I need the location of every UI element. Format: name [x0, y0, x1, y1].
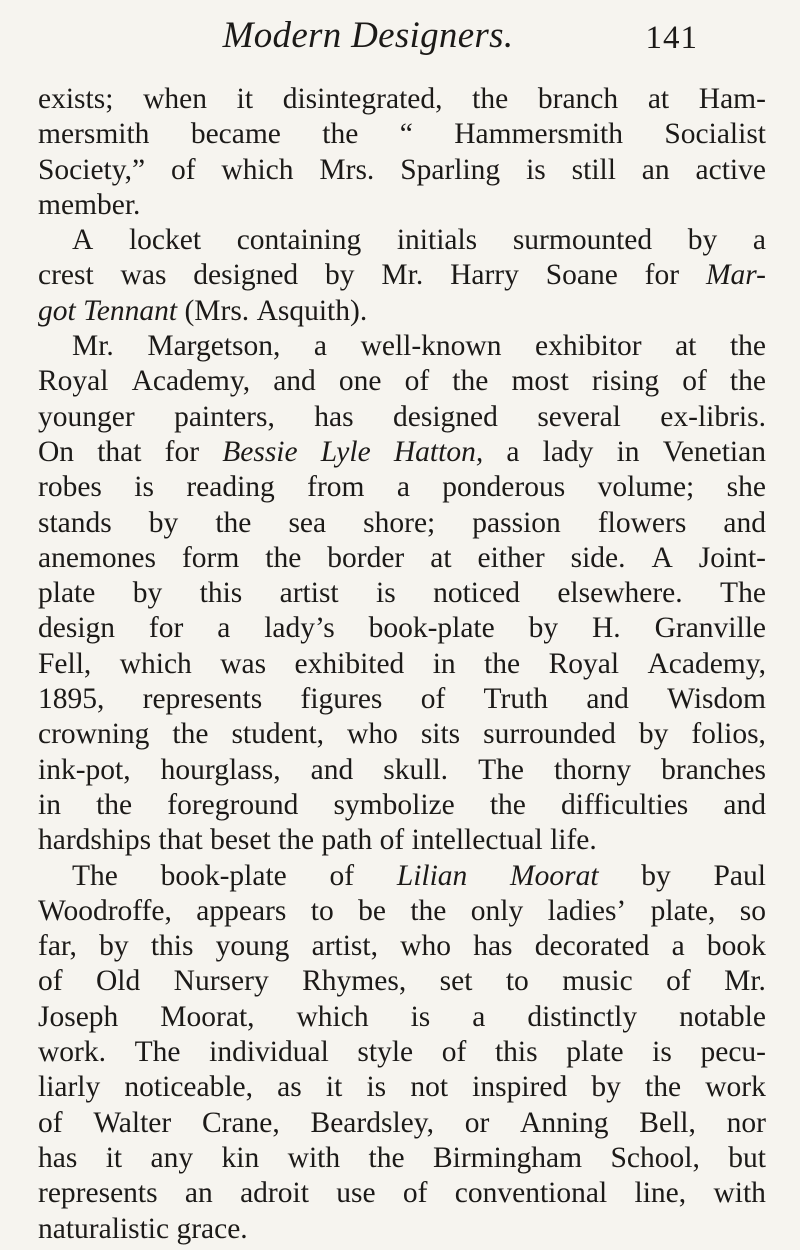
- text-line: of Old Nursery Rhymes, set to music of Mr.: [38, 965, 766, 998]
- running-title: Modern Designers.: [222, 15, 514, 56]
- running-head: [38, 6, 698, 66]
- text-line: plate by this artist is noticed elsewhere. The: [38, 577, 766, 610]
- text-line: A locket containing initials surmounted by a: [72, 224, 766, 257]
- text-line: Woodroffe, appears to be the only ladies’ plate, so: [38, 894, 766, 927]
- text-line: mersmith became the “ Hammersmith Socialist: [38, 118, 766, 151]
- text-line: liarly noticeable, as it is not inspired by the work: [38, 1071, 766, 1104]
- text-line: Royal Academy, and one of the most rising of the: [38, 365, 766, 398]
- text-line: On that for Bessie Lyle Hatton, a lady in Venetian: [38, 435, 766, 468]
- page-number: 141: [645, 20, 698, 56]
- text-line: hardships that beset the path of intellectual life.: [38, 824, 597, 857]
- text-line: robes is reading from a ponderous volume; she: [38, 471, 766, 504]
- text-line: crowning the student, who sits surrounded by folios,: [38, 718, 766, 751]
- text-line: ink-pot, hourglass, and skull. The thorny branches: [38, 753, 766, 786]
- text-line: of Walter Crane, Beardsley, or Anning Bell, nor: [38, 1106, 766, 1139]
- text-line: design for a lady’s book-plate by H. Granville: [38, 612, 766, 645]
- text-line: far, by this young artist, who has decorated a book: [38, 930, 766, 963]
- text-line: represents an adroit use of conventional line, with: [38, 1177, 766, 1210]
- body-text: [38, 82, 766, 1247]
- text-line: anemones form the border at either side. A Joint-: [38, 541, 766, 574]
- text-line: has it any kin with the Birmingham School, but: [38, 1141, 766, 1174]
- text-line: naturalistic grace.: [38, 1212, 248, 1245]
- text-line: got Tennant (Mrs. Asquith).: [38, 294, 368, 327]
- text-line: member.: [38, 188, 141, 221]
- text-line: work. The individual style of this plate is pecu-: [38, 1036, 766, 1069]
- text-line: Mr. Margetson, a well-known exhibitor at the: [72, 330, 766, 363]
- text-line: The book-plate of Lilian Moorat by Paul: [72, 859, 766, 892]
- text-line: stands by the sea shore; passion flowers and: [38, 506, 766, 539]
- text-line: younger painters, has designed several ex-libris.: [38, 400, 766, 433]
- text-line: exists; when it disintegrated, the branch at Ham-: [38, 83, 766, 115]
- text-line: in the foreground symbolize the difficulties and: [38, 788, 766, 821]
- text-line: Fell, which was exhibited in the Royal Academy,: [38, 647, 766, 680]
- text-line: Joseph Moorat, which is a distinctly notable: [38, 1000, 766, 1033]
- text-line: crest was designed by Mr. Harry Soane for Mar-: [38, 259, 766, 292]
- text-line: Society,” of which Mrs. Sparling is still an active: [38, 153, 766, 186]
- text-line: 1895, represents figures of Truth and Wisdom: [38, 683, 766, 716]
